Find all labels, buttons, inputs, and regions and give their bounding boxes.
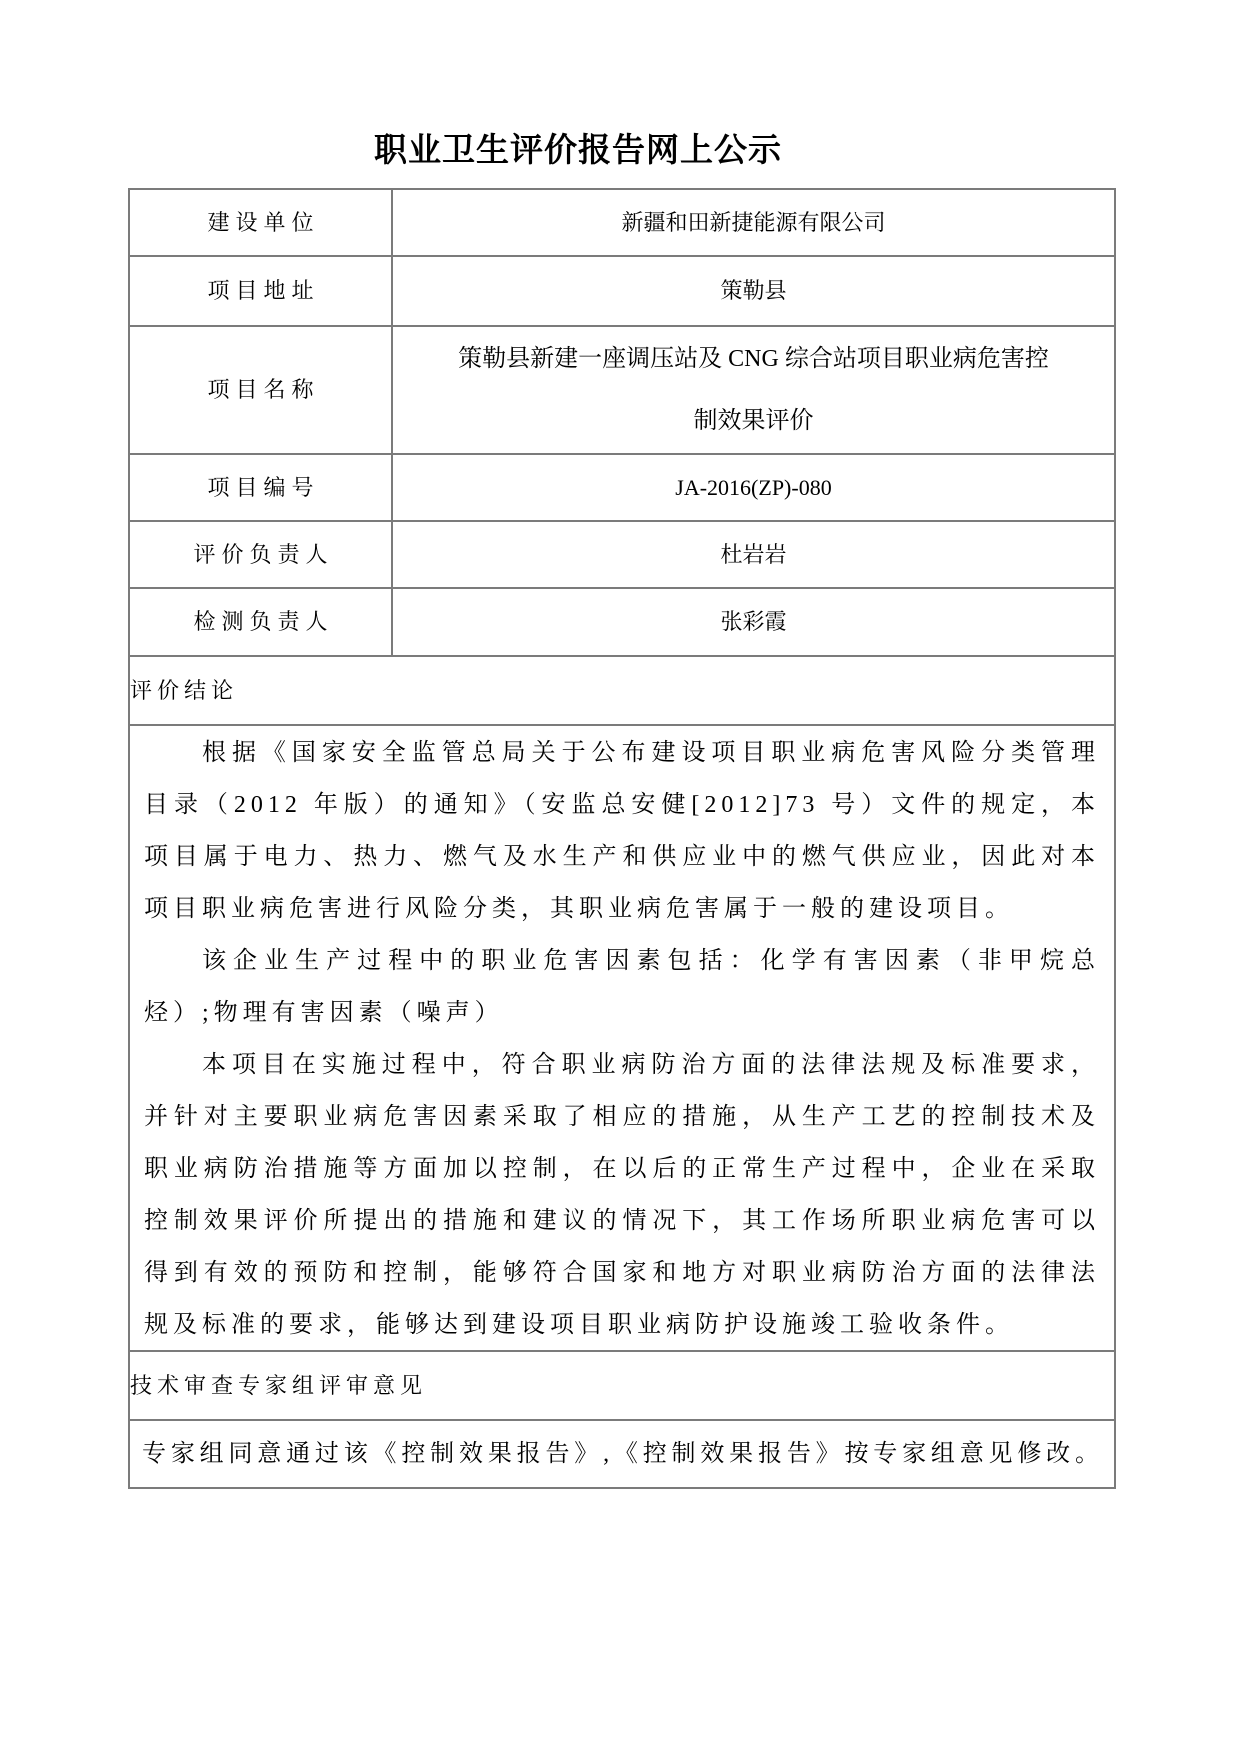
expert-review-section-label: 技术审查专家组评审意见	[129, 1351, 1115, 1420]
row-label-project-number: 项目编号	[129, 454, 392, 521]
table-row	[129, 326, 1115, 454]
table-row	[129, 588, 1115, 656]
row-label-construction-unit: 建设单位	[129, 189, 392, 256]
row-value-project-name	[392, 326, 1115, 454]
table-row	[129, 1351, 1115, 1420]
report-table	[128, 188, 1116, 1489]
table-row	[129, 656, 1115, 725]
table-row	[129, 189, 1115, 256]
expert-opinion-cell	[129, 1420, 1115, 1488]
page-title: 职业卫生评价报告网上公示	[374, 133, 782, 169]
table-row	[129, 1420, 1115, 1488]
row-value-evaluation-lead: 杜岩岩	[392, 521, 1115, 588]
row-label-testing-lead: 检测负责人	[129, 588, 392, 656]
row-label-project-name: 项目名称	[129, 326, 392, 454]
row-label-evaluation-lead: 评价负责人	[129, 521, 392, 588]
row-value-testing-lead: 张彩霞	[392, 588, 1115, 656]
expert-opinion-text: 专家组同意通过该《控制效果报告》,《控制效果报告》按专家组意见修改。	[142, 1441, 1102, 1467]
table-row	[129, 521, 1115, 588]
conclusion-paragraph-2: 该企业生产过程中的职业危害因素包括：化学有害因素（非甲烷总烃）;物理有害因素（噪声）	[144, 948, 1100, 1026]
conclusion-body-cell	[129, 725, 1115, 1351]
table-row	[129, 725, 1115, 1351]
conclusion-paragraph-1: 根据《国家安全监管总局关于公布建设项目职业病危害风险分类管理目录（2012 年版）的通知》（安监总安健[2012]73 号）文件的规定，本项目属于电力、热力、燃气及水生产和供应业中的燃气供应业，因此对本项目职业病危害进行风险分类，其职业病危害属于一般的建设项目。	[144, 740, 1100, 922]
conclusion-paragraph-3: 本项目在实施过程中，符合职业病防治方面的法律法规及标准要求，并针对主要职业病危害因素采取了相应的措施，从生产工艺的控制技术及职业病防治措施等方面加以控制，在以后的正常生产过程中，企业在采取控制效果评价所提出的措施和建议的情况下，其工作场所职业病危害可以得到有效的预防和控制，能够符合国家和地方对职业病防治方面的法律法规及标准的要求，能够达到建设项目职业病防护设施竣工验收条件。	[144, 1052, 1100, 1338]
row-label-project-address: 项目地址	[129, 256, 392, 326]
table-row	[129, 454, 1115, 521]
conclusion-section-label: 评价结论	[129, 656, 1115, 725]
row-value-project-address: 策勒县	[392, 256, 1115, 326]
project-name-line-2: 制效果评价	[693, 408, 814, 434]
row-value-construction-unit: 新疆和田新捷能源有限公司	[392, 189, 1115, 256]
row-value-project-number: JA-2016(ZP)-080	[392, 454, 1115, 521]
project-name-line-1: 策勒县新建一座调压站及 CNG 综合站项目职业病危害控	[458, 346, 1049, 372]
table-row	[129, 256, 1115, 326]
conclusion-body	[130, 726, 1114, 1350]
